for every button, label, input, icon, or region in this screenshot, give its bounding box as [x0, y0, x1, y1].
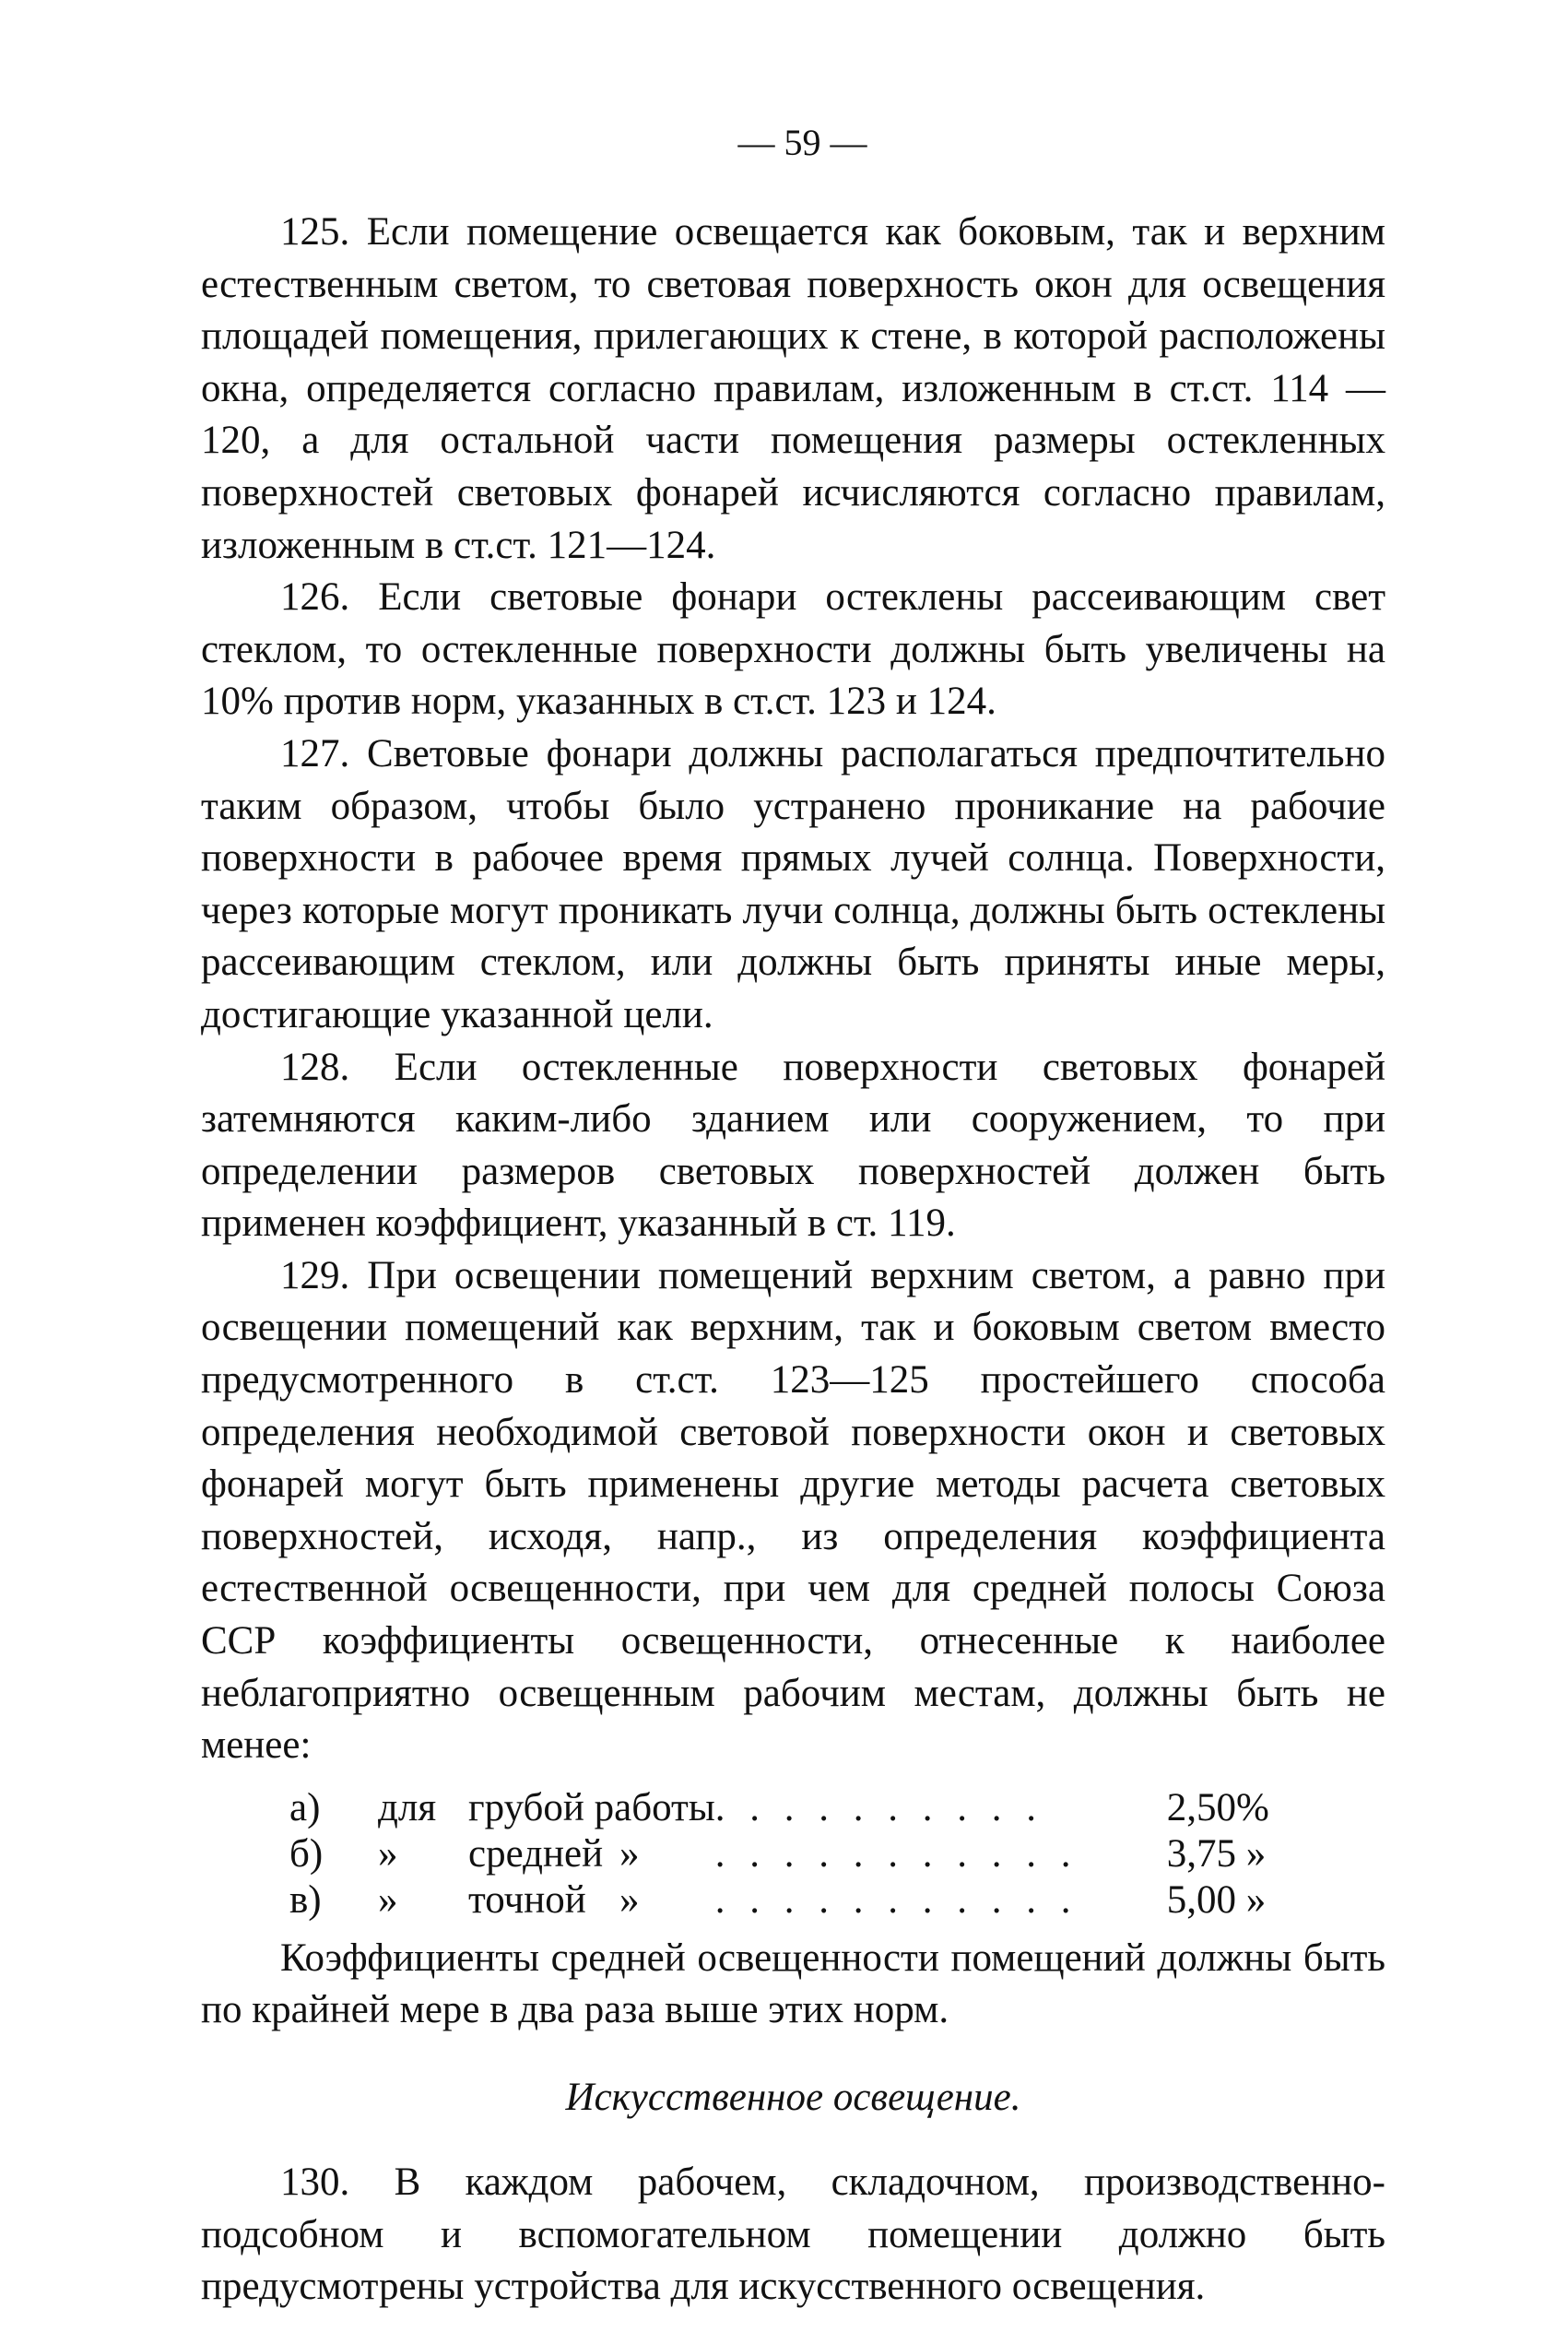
norm-leader-dots: . . . . . . . . . . .: [714, 1877, 1079, 1922]
illumination-norms-table: [201, 1785, 1305, 1924]
norm-prefix: для: [378, 1785, 437, 1829]
norm-kind: грубой работы: [468, 1785, 715, 1829]
norm-leader-dots: . . . . . . . . . .: [714, 1785, 1043, 1829]
norm-row-medium: [201, 1831, 1305, 1877]
paragraph-129: 129. При освещении помещений верхним светом, а равно при освещении помещений как верхним, так и боковым светом вместо предусмотренного в ст.ст. 123—125 простейшего способа определения необходимой световой поверхности окон и световых фонарей могут быть применены другие методы расчета световых поверхностей, исходя, напр., из определения коэффициента естественной освещенности, при чем для средней полосы Союза ССР коэффициенты освещенности, отнесенные к наиболее неблагоприятно освещенным рабочим местам, должны быть не менее:: [201, 1253, 1385, 1768]
paragraph-125: 125. Если помещение освещается как боковым, так и верхним естественным светом, то световая поверхность окон для освещения площадей помещения, прилегающих к стене, в которой расположены окна, определяется согласно правилам, изложенным в ст.ст. 114 — 120, а для остальной части помещения размеры остекленных поверхностей световых фонарей исчисляются согласно правилам, изложенным в ст.ст. 121—124.: [201, 210, 1385, 567]
paragraph-130: 130. В каждом рабочем, складочном, производственно-подсобном и вспомогательном помещении должно быть предусмотрены устройства для искусственного освещения.: [201, 2160, 1385, 2309]
norm-value: 3,75 »: [1166, 1831, 1267, 1876]
paragraph-128: 128. Если остекленные поверхности световых фонарей затемняются каким-либо зданием или сооружением, то при определении размеров световых поверхностей должен быть применен коэффициент, указанный в ст. 119.: [201, 1045, 1385, 1246]
norm-ditto-mark: »: [378, 1877, 398, 1922]
norm-value: 5,00 »: [1166, 1877, 1267, 1922]
norm-ditto-mark: »: [378, 1831, 398, 1876]
norm-row-rough: [201, 1785, 1305, 1831]
paragraph-average-coefficients: Коэффициенты средней освещенности помещений должны быть по крайней мере в два раза выше этих норм.: [201, 1935, 1385, 2032]
norm-letter: б): [289, 1831, 324, 1876]
norm-value: 2,50%: [1166, 1785, 1269, 1829]
document-page: [201, 120, 1385, 2314]
norm-ditto-mark: »: [619, 1877, 640, 1922]
norm-leader-dots: . . . . . . . . . . .: [714, 1831, 1079, 1876]
page-number: — 59 —: [737, 122, 867, 163]
paragraph-127: 127. Световые фонари должны располагаться предпочтительно таким образом, чтобы было устранено проникание на рабочие поверхности в рабочее время прямых лучей солнца. Поверхности, через которые могут проникать лучи солнца, должны быть остеклены рассеивающим стеклом, или должны быть приняты иные меры, достигающие указанной цели.: [201, 731, 1385, 1036]
section-title: Искусственное освещение.: [565, 2076, 1021, 2119]
norm-kind: средней: [468, 1831, 604, 1876]
norm-letter: а): [289, 1785, 321, 1829]
norm-row-fine: [201, 1877, 1305, 1924]
norm-ditto-mark: »: [619, 1831, 640, 1876]
norm-kind: точной: [468, 1877, 586, 1922]
norm-letter: в): [289, 1877, 322, 1922]
paragraph-126: 126. Если световые фонари остеклены рассеивающим свет стеклом, то остекленные поверхности должны быть увеличены на 10% против норм, указанных в ст.ст. 123 и 124.: [201, 575, 1385, 724]
